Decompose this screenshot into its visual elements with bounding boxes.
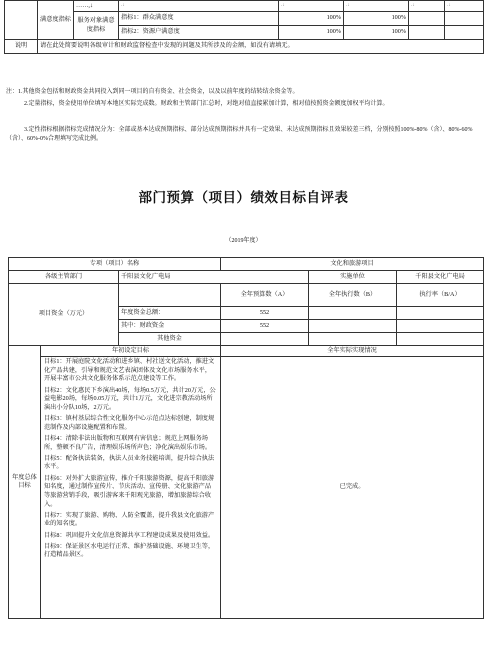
cell: .↓ xyxy=(119,1,279,12)
project-name-label: 专项（项目）名称 xyxy=(9,258,221,271)
cell: .↓ xyxy=(344,1,409,12)
fund-row-a: 552 xyxy=(221,320,309,333)
top-indicator-table xyxy=(4,0,484,54)
achieved-text: 已完成。 xyxy=(221,357,484,619)
impl-label: 实施单位 xyxy=(309,271,397,284)
fund-row-label: 其中：财政资金 xyxy=(119,320,221,333)
goal-item: 目标8：巩固提升文化信息资源共享工程建设成果及使用效益。 xyxy=(44,531,215,539)
fund-header-a: 全年预算数（A） xyxy=(221,284,309,307)
cell: .↓ xyxy=(279,1,344,12)
note-3: 3.定性指标根据指标完成情况分为：全部或基本达成预期指标、部分达成预期指标并具有一定效果、未达成预期指标且效果较差三档，分别按照100%-80%（含）、80%-60%（含）、60%-0%合理填写完成比例。 xyxy=(6,127,473,142)
goal-item: 目标7：实现了旅游、购物、人防全覆盖，提升我县文化旅游产业的知名度。 xyxy=(44,511,215,528)
satisfaction-group-label: 满意度指标 xyxy=(38,1,74,40)
blank-cell xyxy=(5,1,38,40)
fund-row-a xyxy=(221,333,309,346)
fund-row-rate xyxy=(397,333,484,346)
indicator-name: 指标1：群众满意度 xyxy=(119,12,279,26)
indicator-actual: 100% xyxy=(344,26,409,40)
fund-label: 项目资金（万元） xyxy=(9,284,119,346)
indicator-actual: 100% xyxy=(344,12,409,26)
fund-header-rate: 执行率（B/A） xyxy=(397,284,484,307)
note-2: 2.定量指标，资金使用单位填写本地区实际完成数。财政和主管部门汇总时，对绝对值直接累加计算，相对值按照资金额度加权平均计算。 xyxy=(24,101,389,107)
goal-item: 目标3：镇村基层综合性文化服务中心示范点达标创建，制度规范制作及内部设施配置和布置。 xyxy=(44,415,215,431)
dept-value: 千阳县文化广电局 xyxy=(119,271,309,284)
page-title: 部门预算（项目）绩效目标自评表 xyxy=(138,190,349,205)
fund-header-b: 全年执行数（B） xyxy=(309,284,397,307)
goal-col-header: 年初设定目标 xyxy=(41,346,221,357)
service-target-label: 服务对象满意度指标 xyxy=(74,12,119,40)
goal-item: 目标2：文化惠民下乡演出40场，每场0.5万元，共计20万元，公益电影20场，每场0.05万元，共计1万元，文化进宗教活动场所演出小分队10场，2万元。 xyxy=(44,386,216,411)
goal-item: 目标1：开展庭院文化活动和进乡镇、村社送文化活动，推进文化产品共建，引导和规范文艺表演团体及文化市场服务水平，开展丰富市公共文化服务体系示范点建设等工作。 xyxy=(44,358,215,383)
fund-row-rate xyxy=(397,307,484,320)
cell: ……,↓ xyxy=(74,1,119,12)
annual-goal-label: 年度总体目标 xyxy=(9,346,41,619)
dept-label: 各级主管部门 xyxy=(9,271,119,284)
fund-row-label: 年度资金总额： xyxy=(119,307,221,320)
year-label: （2019年度） xyxy=(225,238,262,244)
fund-row-b xyxy=(309,307,397,320)
explain-label: 说明 xyxy=(5,40,38,54)
impl-value: 千阳县文化广电局 xyxy=(397,271,484,284)
note-1: 注：1.其他资金包括和财政资金共同投入到同一项目的自有资金、社会资金，以及以前年度的结转结余资金等。 xyxy=(6,89,299,95)
fund-row-label: 其他资金 xyxy=(119,333,221,346)
indicator-target: 100% xyxy=(279,12,344,26)
indicator-target: 100% xyxy=(279,26,344,40)
indicator-name: 指标2：资源户满意度 xyxy=(119,26,279,40)
fund-row-rate xyxy=(397,320,484,333)
goal-item: 目标5：配备执法装备，执法人员业务技能培训，提升综合执法水平。 xyxy=(44,454,215,471)
goal-item: 目标6：对外扩大旅游宣传，推介千阳旅游资源，提高千阳旅游知名度，通过制作宣传片、节庆活动、宣传册、文化旅游产品等旅游营销手段，吸引游客来千阳观光旅游，增加旅游综合收入。 xyxy=(44,474,215,508)
fund-row-b xyxy=(309,333,397,346)
explain-text: 请在此处简要说明各级审计和财政监督检查中发现的问题及其所涉及的金额，如没有请填无。 xyxy=(38,40,484,54)
goals-list xyxy=(41,357,221,619)
goal-item: 目标9：保证景区水电运行正常、维护基础设施、环境卫生等，打造精品景区。 xyxy=(44,542,215,559)
fund-row-a: 552 xyxy=(221,307,309,320)
project-name: 文化和旅游项目 xyxy=(221,258,484,271)
cell: .↓ xyxy=(445,1,484,12)
fund-row-b xyxy=(309,320,397,333)
main-evaluation-table xyxy=(8,257,484,619)
achieved-col-header: 全年实际实现情况 xyxy=(221,346,484,357)
cell: .↓ xyxy=(409,1,445,12)
goal-item: 目标4：清除非法出版物和互联网有害信息；规范上网服务场所，整顿不良广告，清理娱乐场所声色；净化演出娱乐市场。 xyxy=(44,434,212,451)
